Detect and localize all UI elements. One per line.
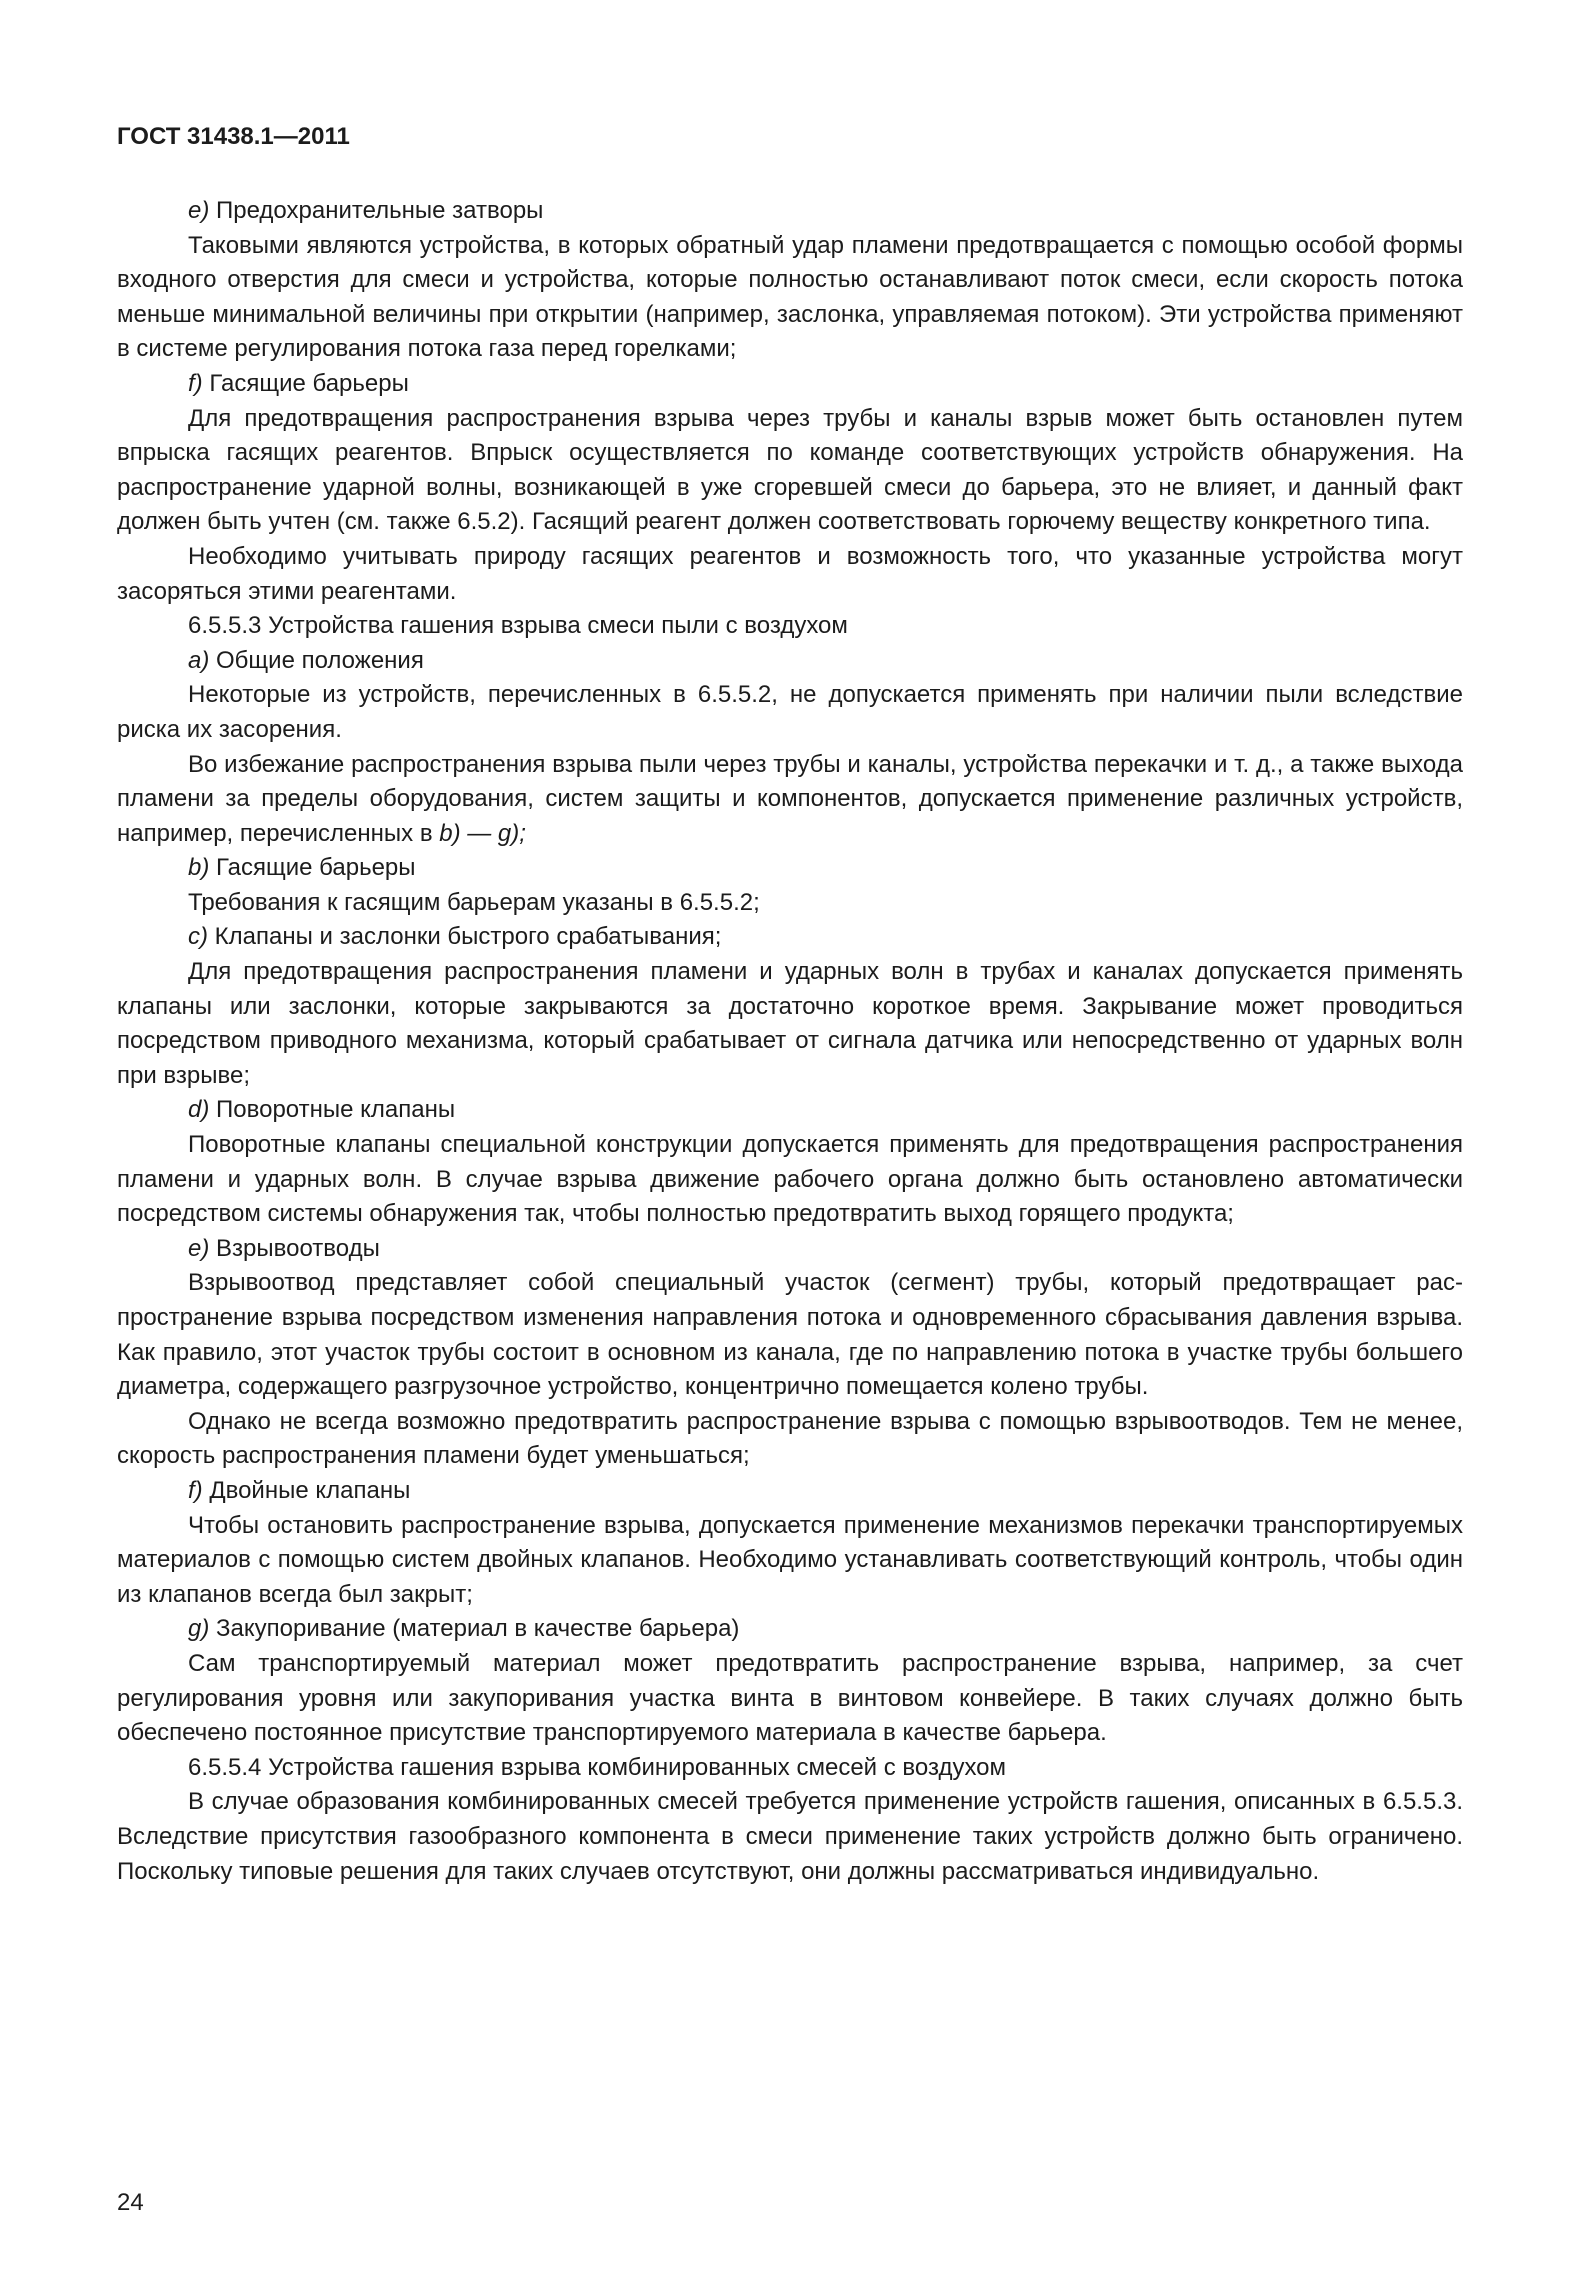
list-item-label: e) <box>188 1234 210 1262</box>
paragraph-text: Предохранительные затворы <box>209 197 544 224</box>
paragraph-text: Однако не всегда возможно предотвратить распространение взрыва с помощью взрывоотводов. Тем не менее, скорость распространения пламени будет уменьшаться; <box>117 1407 1463 1470</box>
paragraph-text: Требования к гасящим барьерам указаны в 6.5.5.2; <box>188 888 760 916</box>
list-item-label: f) <box>188 369 203 397</box>
list-item-label: f) <box>188 1476 203 1504</box>
paragraph-text: Чтобы остановить распространение взрыва, допускается применение механизмов перекачки транспортируемых материалов с помощью систем двойных клапанов. Необходимо устанавливать соответствующий контроль, чтобы один из клапанов всегда был закрыт; <box>117 1511 1463 1608</box>
paragraph <box>117 955 1463 1093</box>
paragraph <box>117 1232 1463 1267</box>
paragraph <box>117 1093 1463 1128</box>
paragraph <box>117 851 1463 886</box>
paragraph <box>117 540 1463 609</box>
paragraph <box>117 920 1463 955</box>
paragraph <box>117 748 1463 852</box>
paragraph <box>117 1509 1463 1613</box>
paragraph-text: Гасящие барьеры <box>209 854 416 882</box>
paragraph <box>117 644 1463 679</box>
paragraph <box>117 678 1463 747</box>
paragraph-text: Взрывоотвод представляет собой специальный участок (сегмент) трубы, который предотвращает распространение взрыва посредством изменения направления потока и одновременного сбрасывания давления взрыва. Как правило, этот участок трубы состоит в основном из канала, где по направлению потока в участке трубы большего диаметра, содержащего разгрузочное устройство, концентрично помещается колено трубы. <box>117 1269 1463 1401</box>
paragraph <box>117 1612 1463 1647</box>
paragraph-text: Поворотные клапаны специальной конструкции допускается применять для предотвращения распространения пламени и ударных волн. В случае взрыва движение рабочего органа должно быть остановлено автоматически посредством системы обнаружения так, чтобы полностью предотвратить выход горящего продукта; <box>117 1131 1463 1228</box>
paragraph <box>117 609 1463 644</box>
paragraph-text: Сам транспортируемый материал может предотвратить распространение взрыва, например, за счет регулирования уровня или закупоривания участка винта в винтовом конвейере. В таких случаях должно быть обеспечено постоянное присутствие транспортируемого материала в качестве барьера. <box>117 1649 1463 1747</box>
paragraph <box>117 402 1463 540</box>
paragraph-text: Взрывоотводы <box>209 1234 380 1262</box>
paragraph-text: Таковыми являются устройства, в которых обратный удар пламени предотвращается с помощью особой формы входного отверстия для смеси и устройства, которые полностью останавливают поток смеси, если скорость потока меньше минимальной величины при открытии (например, заслонка, управляемая потоком). Эти устройства применяют в системе регулирования потока газа перед горелками; <box>117 231 1463 363</box>
paragraph-text: Некоторые из устройств, перечисленных в 6.5.5.2, не допускается применять при наличии пыли вследствие риска их засорения. <box>117 681 1463 743</box>
list-item-label: b) <box>188 854 210 882</box>
paragraph <box>117 1128 1463 1232</box>
document-header: ГОСТ 31438.1—2011 <box>117 123 350 150</box>
paragraph <box>117 1405 1463 1474</box>
paragraph-text: 6.5.5.4 Устройства гашения взрыва комбинированных смесей с воздухом <box>188 1753 1007 1781</box>
paragraph-text: Для предотвращения распространения взрыва через трубы и каналы взрыв может быть остановлен путем впрыска гасящих реагентов. Впрыск осуществляется по команде соответствующих устройств обнаружения. На распространение ударной волны, возникающей в уже сгоревшей смеси до барьера, это не влияет, и данный факт должен быть учтен (см. также 6.5.2). Гасящий реагент должен соответствовать горючему веществу конкретного типа. <box>117 404 1463 536</box>
paragraph-text: Во избежание распространения взрыва пыли через трубы и каналы, устройства перекачки и т. д., а также выхода пламени за пределы оборудования, систем защиты и компонентов, допускается применение различных устройств, например, перечисленных в <box>117 750 1463 847</box>
document-page <box>117 122 1463 1889</box>
paragraph <box>117 886 1463 921</box>
paragraph <box>117 229 1463 367</box>
paragraph <box>117 1647 1463 1751</box>
list-item-label: e) <box>188 197 210 224</box>
paragraph <box>117 1751 1463 1786</box>
paragraph-text: Общие положения <box>209 646 424 674</box>
paragraph-text: 6.5.5.3 Устройства гашения взрыва смеси пыли с воздухом <box>188 612 848 640</box>
paragraph <box>117 1266 1463 1404</box>
paragraph <box>117 194 1463 229</box>
paragraph-text: Закупоривание (материал в качестве барьера) <box>209 1615 740 1643</box>
paragraph <box>117 1785 1463 1889</box>
paragraph-text: Двойные клапаны <box>202 1476 411 1504</box>
list-item-label: c) <box>188 923 208 951</box>
paragraph <box>117 1474 1463 1509</box>
italic-reference: b) — g); <box>439 819 526 847</box>
list-item-label: d) <box>188 1096 210 1124</box>
document-body <box>117 194 1463 1889</box>
paragraph <box>117 367 1463 402</box>
list-item-label: g) <box>188 1615 210 1643</box>
paragraph-text: Необходимо учитывать природу гасящих реагентов и возможность того, что указанные устройства могут засоряться этими реагентами. <box>117 542 1463 605</box>
paragraph-text: Гасящие барьеры <box>202 369 409 397</box>
paragraph-text: В случае образования комбинированных смесей требуется применение устройств гашения, описанных в 6.5.5.3. Вследствие присутствия газообразного компонента в смеси применение таких устройств должно быть ограничено. Поскольку типовые решения для таких случаев отсутствуют, они должны рассматриваться индивидуально. <box>117 1788 1463 1885</box>
paragraph-text: Поворотные клапаны <box>209 1096 456 1124</box>
page-number: 24 <box>117 2189 144 2216</box>
list-item-label: a) <box>188 646 210 674</box>
paragraph-text: Для предотвращения распространения пламени и ударных волн в трубах и каналах допускается применять клапаны или заслонки, которые закрываются за достаточно короткое время. Закрывание может проводиться посредством приводного механизма, который срабатывает от сигнала датчика или непосредственно от ударных волн при взрыве; <box>117 958 1463 1089</box>
paragraph-text: Клапаны и заслонки быстрого срабатывания; <box>208 923 722 951</box>
